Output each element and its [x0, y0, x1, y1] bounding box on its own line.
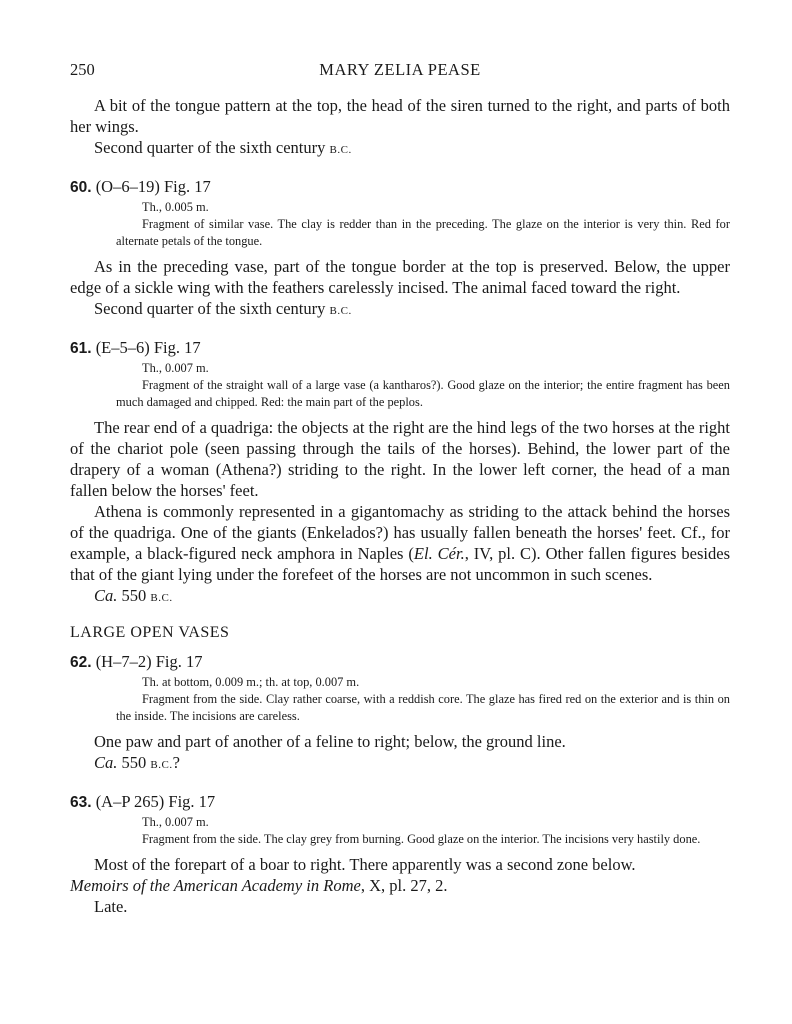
- entry-paragraph: The rear end of a quadriga: the objects at the right are the hind legs of the two horses at the right of the chariot pole (seen passing through the tails of the horses). Behind, the lower part of the drapery of a woman (Athena?) striding to the right. In the lower left corner, the head of a man fallen below the horses' feet.: [70, 418, 730, 500]
- entry-paragraph-2: Athena is commonly represented in a gigantomachy as striding to the attack behind the horses of the quadriga. One of the giants (Enkelados?) has usually fallen beneath the horses' feet. Cf., for example, a black-figured neck amphora in Naples (El. Cér., IV, pl. C). Other fallen figures besides that of the giant lying under the forefeet of the horses are not uncommon in such scenes.: [70, 502, 731, 584]
- entry-paragraph: One paw and part of another of a feline to right; below, the ground line.: [94, 732, 566, 751]
- entry-date: Second quarter of the sixth century B.C.: [94, 299, 352, 318]
- entry-heading: [70, 337, 730, 359]
- catalog-entry-61: [70, 337, 730, 609]
- entry-reference: (A–P 265) Fig. 17: [95, 792, 216, 811]
- thickness-note: Th., 0.007 m.: [142, 361, 209, 375]
- entry-number: 62.: [70, 654, 92, 671]
- citation-title: El. Cér.: [413, 544, 465, 563]
- entry-number: 61.: [70, 340, 92, 357]
- entry-heading: [70, 791, 730, 813]
- fragment-description: Fragment from the side. The clay grey from burning. Good glaze on the interior. The incisions very hastily done.: [142, 832, 701, 846]
- entry-number: 60.: [70, 179, 92, 196]
- thickness-note: Th., 0.007 m.: [142, 815, 209, 829]
- thickness-note: Th. at bottom, 0.009 m.; th. at top, 0.007 m.: [142, 675, 360, 689]
- entry-paragraph: Most of the forepart of a boar to right. There apparently was a second zone below.: [94, 855, 636, 874]
- page: [70, 60, 730, 917]
- catalog-entry-60: [70, 176, 730, 322]
- fragment-description: Fragment from the side. Clay rather coarse, with a reddish core. The glaze has fired red on the exterior and is thin on the inside. The incisions are careless.: [116, 692, 730, 723]
- catalog-entry-63: [70, 791, 730, 917]
- entry-paragraph: As in the preceding vase, part of the tongue border at the top is preserved. Below, the upper edge of a sickle wing with the feathers carelessly incised. The animal faced toward the right.: [70, 257, 730, 297]
- entry-date: Ca. 550 B.C.?: [94, 753, 180, 772]
- entry-reference: (E–5–6) Fig. 17: [95, 338, 201, 357]
- entry-number: 63.: [70, 794, 92, 811]
- intro-date: Second quarter of the sixth century B.C.: [94, 138, 352, 157]
- running-title: MARY ZELIA PEASE: [319, 60, 481, 79]
- intro-paragraph: A bit of the tongue pattern at the top, the head of the siren turned to the right, and parts of both her wings.: [70, 96, 730, 136]
- entry-reference: (O–6–19) Fig. 17: [95, 177, 211, 196]
- page-number: 250: [70, 60, 95, 79]
- entry-heading: [70, 176, 730, 198]
- running-header: [70, 60, 730, 86]
- fragment-description: Fragment of similar vase. The clay is redder than in the preceding. The glaze on the interior is very thin. Red for alternate petals of the tongue.: [116, 217, 730, 248]
- entry-heading: [70, 651, 730, 673]
- section-heading: LARGE OPEN VASES: [70, 624, 230, 641]
- entry-date: Late.: [94, 897, 128, 916]
- entry-date: Ca. 550 B.C.: [94, 586, 173, 605]
- catalog-entry-62: [70, 651, 730, 776]
- publication-reference: Memoirs of the American Academy in Rome, X, pl. 27, 2.: [70, 876, 448, 895]
- thickness-note: Th., 0.005 m.: [142, 200, 209, 214]
- fragment-description: Fragment of the straight wall of a large vase (a kantharos?). Good glaze on the interior; the entire fragment has been much damaged and chipped. Red: the main part of the peplos.: [116, 378, 730, 409]
- entry-reference: (H–7–2) Fig. 17: [95, 652, 203, 671]
